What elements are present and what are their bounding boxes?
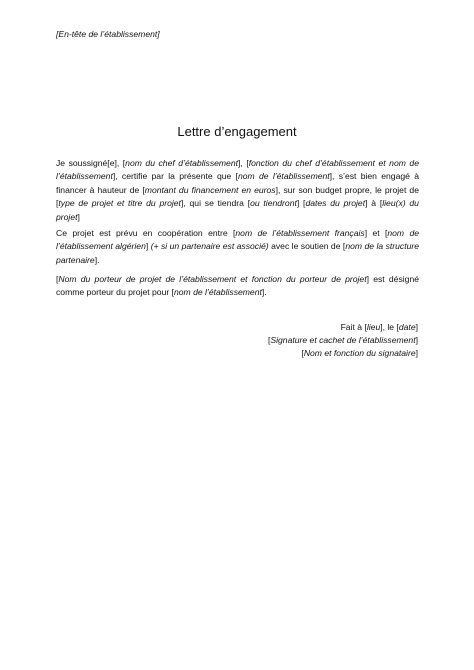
static-text: ], qui se tiendra [: [180, 198, 251, 209]
paragraph-cooperation: [56, 227, 419, 267]
placeholder-text: type de projet et titre du projet: [58, 198, 181, 209]
placeholder-text: lieu(x) du projet: [56, 198, 419, 222]
static-text: ], s’est bien engagé à financer à hauteur de [: [56, 171, 419, 195]
static-text: Je soussigné[e], [: [56, 158, 126, 168]
placeholder-text: Nom et fonction du signataire: [303, 348, 416, 358]
placeholder-text: Signature et cachet de l’établissement: [270, 335, 416, 345]
static-text: ]: [77, 211, 80, 222]
static-text: ]: [415, 348, 418, 358]
static-text: [: [267, 335, 271, 345]
placeholder-text: dates du projet: [305, 198, 366, 209]
placeholder-text: date: [398, 322, 416, 332]
letterhead-text: [En-tête de l’établissement]: [56, 29, 160, 39]
static-text: ] [: [296, 198, 306, 209]
placeholder-text: nom du chef d’établissement: [125, 158, 239, 168]
placeholder-text: nom de l’établissement: [173, 287, 262, 298]
static-text: ], certifie par la présente que [: [112, 171, 238, 182]
static-text: ], sur son budget propre, le projet de [: [56, 184, 419, 209]
static-text: ]: [415, 335, 418, 345]
static-text: [: [301, 348, 304, 358]
static-text: ]: [145, 241, 151, 252]
static-text: ] est désigné comme porteur du projet pour [: [56, 274, 419, 298]
paragraph-project-leader: [56, 273, 419, 300]
placeholder-text: Nom du porteur de projet de l’établissement et fonction du porteur de projet: [58, 274, 367, 284]
static-text: ], le [: [380, 322, 399, 332]
letterhead-placeholder: [56, 29, 160, 39]
signatory-line: [268, 347, 418, 360]
placeholder-text: (+ si un partenaire est associé): [150, 241, 269, 252]
placeholder-text: fonction du chef d’établissement et nom de l’établissement: [56, 158, 419, 182]
placeholder-text: montant du financement en euros: [144, 184, 276, 195]
paragraph-commitment: [56, 157, 419, 224]
static-text: ] à [: [365, 198, 383, 209]
static-text: Fait à [: [340, 322, 367, 332]
signature-stamp-line: [268, 334, 418, 347]
place-date-line: [268, 321, 418, 334]
static-text: [: [56, 274, 59, 284]
static-text: avec le soutien de [: [268, 241, 346, 252]
static-text: ]: [415, 322, 418, 332]
placeholder-text: lieu: [366, 322, 381, 332]
static-text: ] et [: [364, 228, 388, 238]
static-text: ], [: [238, 158, 249, 168]
placeholder-text: ou tiendront: [250, 198, 297, 209]
placeholder-text: nom de la structure partenaire: [56, 241, 420, 265]
placeholder-text: nom de l’établissement: [237, 171, 330, 182]
static-text: ].: [94, 254, 100, 265]
letter-title: Lettre d’engagement: [177, 124, 297, 139]
static-text: ].: [261, 287, 267, 298]
static-text: Ce projet est prévu en coopération entre [: [56, 228, 236, 238]
placeholder-text: nom de l’établissement français: [235, 228, 365, 238]
placeholder-text: nom de l’établissement algérien: [56, 228, 420, 252]
signature-block: [268, 321, 418, 360]
